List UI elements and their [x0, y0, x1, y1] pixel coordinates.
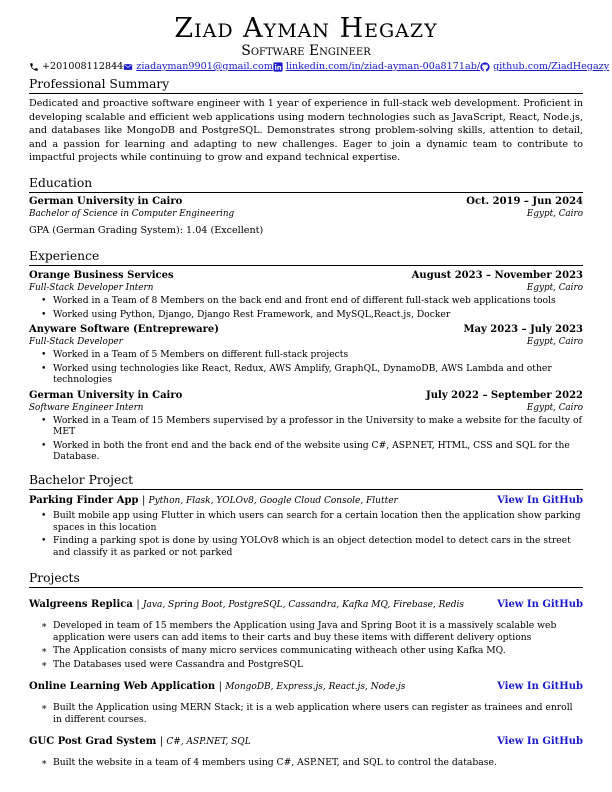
job-dates: May 2023 – July 2023 — [463, 324, 583, 335]
summary-section — [29, 77, 583, 165]
contact-bar — [29, 60, 610, 74]
job-location: Egypt, Cairo — [526, 402, 583, 413]
phone-contact[interactable] — [29, 61, 123, 73]
github-project-link[interactable]: View In GitHub — [497, 736, 583, 747]
experience-entry — [29, 389, 583, 463]
job-dates: August 2023 – November 2023 — [411, 270, 583, 281]
project-bullet: ∗ The Databases used were Cassandra and PostgreSQL — [53, 659, 583, 671]
project-bullet: ∗ Developed in team of 15 members the Application using Java and Spring Boot it is a massively scalable web application were users can add items to their carts and buy these items with different delivery options — [53, 620, 583, 643]
envelope-icon — [123, 62, 133, 72]
education-school: German University in Cairo — [29, 196, 183, 207]
project-name: Walgreens Replica — [29, 599, 133, 610]
job-bullet: • Worked in a Team of 5 Members on different full-stack projects — [53, 349, 583, 361]
experience-section — [29, 249, 583, 465]
job-location: Egypt, Cairo — [526, 283, 583, 293]
project-techs: Java, Spring Boot, PostgreSQL, Cassandra, Kafka MQ, Firebase, Redis — [142, 600, 465, 610]
summary-heading: Professional Summary — [29, 77, 583, 94]
company-name: Anyware Software (Entrepreware) — [29, 324, 219, 335]
job-role: Full-Stack Developer — [29, 337, 123, 347]
project-techs: MongoDB, Express.js, React.js, Node.js — [225, 682, 406, 692]
education-section — [29, 176, 583, 237]
project-techs: C#, ASP.NET, SQL — [166, 737, 251, 747]
job-bullet: • Worked in a Team of 15 Members supervised by a professor in the University to make a website for the faculty of MET — [53, 415, 583, 438]
github-link[interactable]: github.com/ZiadHegazy — [493, 61, 610, 72]
job-bullet: • Worked in a Team of 8 Members on the back end and front end of different full-stack web applications tools — [53, 295, 583, 307]
job-role: Software Engineer Intern — [29, 402, 144, 413]
experience-entry — [29, 269, 583, 320]
project-bullet: ∗ Built the Application using MERN Stack; it is a web application where users can register as trainees and enroll in different courses. — [53, 702, 583, 725]
project-bullet: • Built mobile app using Flutter in which users can search for a certain location then the application show parking spaces in this location — [53, 510, 583, 533]
linkedin-icon — [273, 62, 283, 72]
github-icon — [480, 62, 490, 72]
company-name: Orange Business Services — [29, 270, 174, 281]
education-dates: Oct. 2019 – Jun 2024 — [466, 196, 583, 207]
education-heading: Education — [29, 176, 583, 193]
github-project-link[interactable]: View In GitHub — [497, 599, 583, 610]
experience-entry — [29, 323, 583, 386]
job-role: Full-Stack Developer Intern — [29, 283, 154, 293]
experience-heading: Experience — [29, 249, 583, 266]
linkedin-contact[interactable] — [273, 61, 480, 73]
projects-heading: Projects — [29, 571, 583, 588]
github-project-link[interactable]: View In GitHub — [497, 681, 583, 692]
job-bullet: • Worked in both the front end and the back end of the website using C#, ASP.NET, HTML, CSS and SQL for the Database. — [53, 440, 583, 463]
project-entry: Walgreens Replica | Java, Spring Boot, PostgreSQL, Cassandra, Kafka MQ, Firebase, Redis View In GitHub ∗ Developed in team of 15 members the Application using Java and Spring Boot it is a massively scalable web application were users can add items to their carts and buy these items with different delivery options ∗ The Application consists of many micro services communicating witheach other using Kafka MQ. ∗ The Databases used were Cassandra and PostgreSQL — [29, 598, 583, 670]
education-location: Egypt, Cairo — [526, 209, 583, 219]
project-name: Parking Finder App — [29, 495, 139, 506]
bachelor-heading: Bachelor Project — [29, 473, 583, 490]
education-gpa: GPA (German Grading System): 1.04 (Excellent) — [29, 225, 264, 236]
github-project-link[interactable]: View In GitHub — [497, 495, 583, 506]
company-name: German University in Cairo — [29, 389, 183, 401]
email-link[interactable]: ziadayman9901@gmail.com — [136, 61, 273, 72]
project-bullet: • Finding a parking spot is done by using YOLOv8 which is an object detection model to detect cars in the street and classify it as parked or not parked — [53, 535, 583, 558]
github-contact[interactable] — [480, 61, 609, 73]
projects-section — [29, 571, 583, 771]
project-bullet: ∗ Built the website in a team of 4 members using C#, ASP.NET, and SQL to control the database. — [53, 757, 583, 769]
phone-icon — [29, 62, 39, 72]
project-techs: Python, Flask, YOLOv8, Google Cloud Console, Flutter — [148, 496, 398, 506]
candidate-title: Software Engineer — [241, 43, 371, 59]
candidate-name: Ziad Ayman Hegazy — [174, 13, 438, 44]
job-dates: July 2022 – September 2022 — [426, 389, 583, 401]
email-contact[interactable] — [123, 61, 273, 73]
summary-text: Dedicated and proactive software engineer with 1 year of experience in full-stack web development. Proficient in developing scalable and efficient web applications using modern technologies such as JavaScript, React, Node.js, and databases like MongoDB and PostgreSQL. Demonstrates strong problem-solving skills, attention to detail, and a passion for learning and adapting to new challenges. Eager to join a dynamic team to contribute to impactful projects while continuing to grow and expand technical expertise. — [29, 98, 583, 163]
phone-number: +201008112844 — [42, 61, 124, 72]
linkedin-link[interactable]: linkedin.com/in/ziad-ayman-00a8171ab/ — [285, 61, 481, 72]
project-name: Online Learning Web Application — [29, 681, 216, 692]
job-location: Egypt, Cairo — [526, 337, 583, 347]
job-bullet: • Worked using Python, Django, Django Rest Framework, and MySQL,React.js, Docker — [53, 309, 583, 321]
project-bullet: ∗ The Application consists of many micro services communicating witheach other using Kafka MQ. — [53, 645, 583, 657]
project-entry: GUC Post Grad System | C#, ASP.NET, SQL View In GitHub ∗ Built the website in a team of 4 members using C#, ASP.NET, and SQL to control the database. — [29, 735, 583, 769]
project-entry: Online Learning Web Application | MongoDB, Express.js, React.js, Node.js View In GitHub ∗ Built the Application using MERN Stack; it is a web application where users can register as trainees and enroll in different courses. — [29, 680, 583, 725]
job-bullet: • Worked using technologies like React, Redux, AWS Amplify, GraphQL, DynamoDB, AWS Lambda and other technologies — [53, 363, 583, 386]
project-name: GUC Post Grad System — [29, 736, 157, 747]
bachelor-section: Bachelor Project Parking Finder App | Python, Flask, YOLOv8, Google Cloud Console, Flutter View In GitHub • Built mobile app using Flutter in which users can search for a certain location then the application show parking spaces in this location • Finding a parking spot is done by using YOLOv8 which is an object detection model to detect cars in the street and classify it as parked or not parked — [29, 473, 583, 560]
education-degree: Bachelor of Science in Computer Engineering — [29, 209, 235, 219]
